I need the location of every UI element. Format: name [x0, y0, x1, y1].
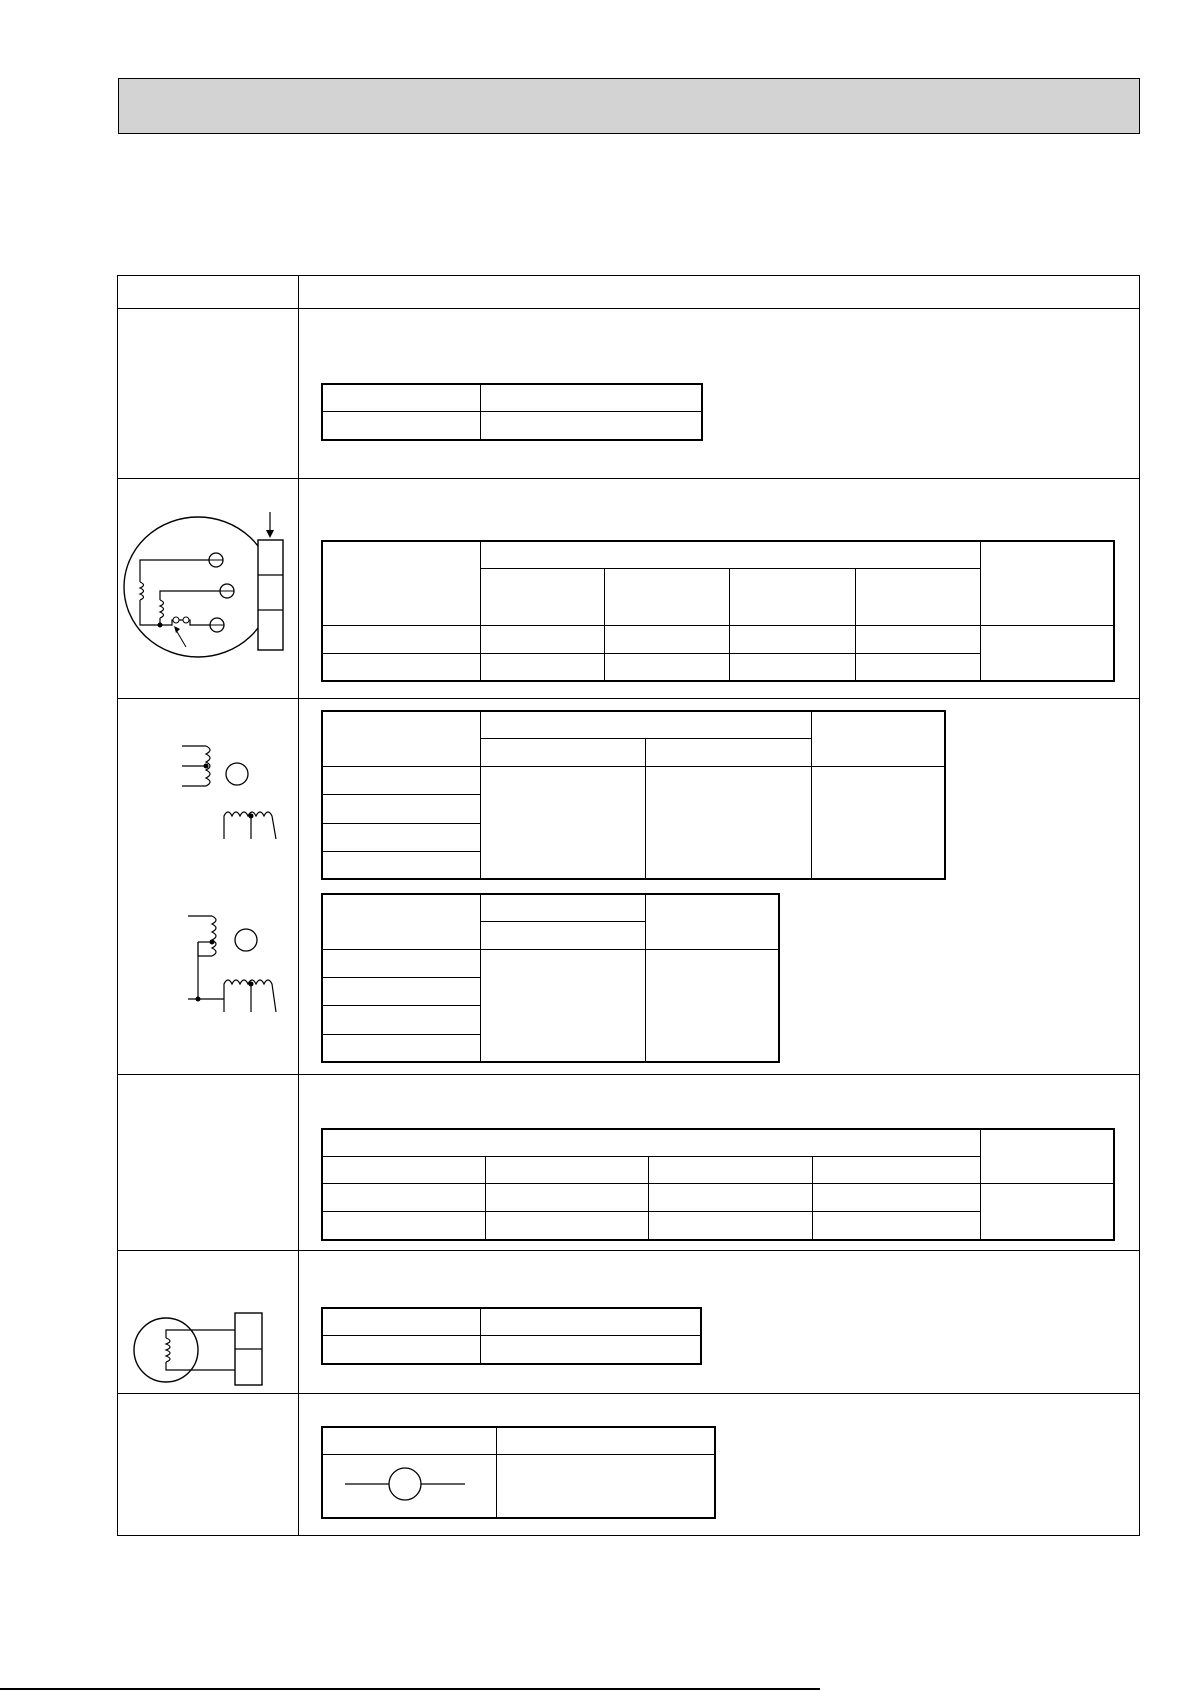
footer-rule: [0, 1688, 820, 1690]
section-header-bar: [118, 78, 1140, 134]
compressor-winding-icon: [120, 512, 290, 662]
row4-sub-table: [321, 1128, 1115, 1241]
row-divider-4: [117, 1250, 1140, 1251]
thermistor-symbol-icon: [345, 1462, 465, 1508]
row-divider-header: [117, 308, 1140, 309]
row-divider-5: [117, 1393, 1140, 1394]
row-divider-2: [117, 698, 1140, 699]
fan-motor-sub-table: [321, 710, 946, 880]
row5-sub-table: [321, 1307, 702, 1365]
vane-motor-sub-table: [321, 893, 780, 1063]
table-column-divider: [298, 275, 299, 1536]
solenoid-coil-icon: [130, 1310, 270, 1390]
fan-motor-winding-icon: [180, 744, 290, 844]
row-divider-1: [117, 478, 1140, 479]
row2-sub-table: [321, 540, 1115, 682]
vane-motor-winding-icon: [184, 914, 294, 1014]
row1-sub-table: [321, 383, 703, 441]
row-divider-3: [117, 1074, 1140, 1075]
section-title: [119, 79, 1139, 111]
